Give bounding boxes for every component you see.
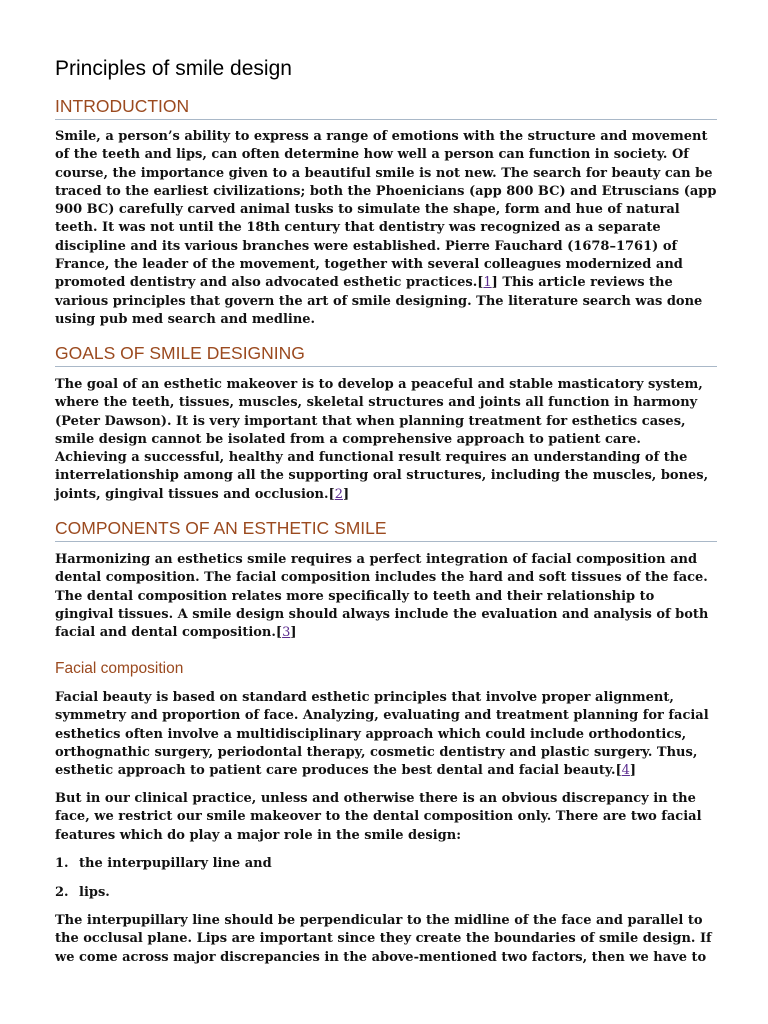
components-paragraph: Harmonizing an esthetics smile requires a perfect integration of facial composition and dental composition. The facial composition includes the hard and soft tissues of the face. The dental composition relates more specifically to teeth and their relationship to gingival tissues. A smile design should always include the evaluation and analysis of both facial and dental composition.[3] <box>55 552 709 641</box>
section-heading-goals: GOALS OF SMILE DESIGNING <box>55 343 717 367</box>
list-item-text: lips. <box>79 885 110 900</box>
facial-text: Facial beauty is based on standard esthetic principles that involve proper alignment, symmetry and proportion of face. Analyzing, evaluating and treatment planning for facial esthetics often involve a multidisciplinary approach which could include orthodontics, orthognathic surgery, periodontal therapy, cosmetic dentistry and plastic surgery. Thus, esthetic approach to patient care produces the best dental and facial beauty. <box>55 690 709 779</box>
subheading-facial-composition: Facial composition <box>55 660 184 677</box>
introduction-text: Smile, a person’s ability to express a range of emotions with the structure and movement of the teeth and lips, can often determine how well a person can function in society. Of course, the importance given to a beautiful smile is not new. The search for beauty can be traced to the earliest civilizations; both the Phoenicians (app 800 BC) and Etruscians (app 900 BC) carefully carved animal tusks to simulate the shape, form and hue of natural teeth. It was not until the 18th century that dentistry was recognized as a separate discipline and its various branches were established. Pierre Fauchard (1678–1761) of France, the leader of the movement, together with several colleagues modernized and promoted dentistry and also advocated esthetic practices. <box>55 129 717 291</box>
reference-link-4[interactable]: 4 <box>621 763 630 779</box>
list-item <box>55 884 110 902</box>
page-title: Principles of smile design <box>55 57 292 80</box>
introduction-paragraph: Smile, a person’s ability to express a range of emotions with the structure and movement of the teeth and lips, can often determine how well a person can function in society. Of course, the importance given to a beautiful smile is not new. The search for beauty can be traced to the earliest civilizations; both the Phoenicians (app 800 BC) and Etruscians (app 900 BC) carefully carved animal tusks to simulate the shape, form and hue of natural teeth. It was not until the 18th century that dentistry was recognized as a separate discipline and its various branches were established. Pierre Fauchard (1678–1761) of France, the leader of the movement, together with several colleagues modernized and promoted dentistry and also advocated esthetic practices.[1] This article reviews the various principles that govern the art of smile designing. The literature search was done using pub med search and medline. <box>55 129 717 327</box>
goals-text: The goal of an esthetic makeover is to develop a peaceful and stable masticatory system, where the teeth, tissues, muscles, skeletal structures and joints all function in harmony (Peter Dawson). It is very important that when planning treatment for esthetics cases, smile design cannot be isolated from a comprehensive approach to patient care. Achieving a successful, healthy and functional result requires an understanding of the interrelationship among all the supporting oral structures, including the muscles, bones, joints, gingival tissues and occlusion. <box>55 377 709 502</box>
components-text: Harmonizing an esthetics smile requires a perfect integration of facial composition and dental composition. The facial composition includes the hard and soft tissues of the face. The dental composition relates more specifically to teeth and their relationship to gingival tissues. A smile design should always include the evaluation and analysis of both facial and dental composition. <box>55 552 709 641</box>
interpupillary-paragraph: The interpupillary line should be perpendicular to the midline of the face and parallel to the occlusal plane. Lips are important since they create the boundaries of smile design. If we come across major discrepancies in the above-mentioned two factors, then we have to <box>55 913 712 965</box>
section-heading-components: COMPONENTS OF AN ESTHETIC SMILE <box>55 518 717 542</box>
reference-link-2[interactable]: 2 <box>334 486 343 502</box>
list-item <box>55 855 272 873</box>
facial-paragraph: Facial beauty is based on standard esthetic principles that involve proper alignment, symmetry and proportion of face. Analyzing, evaluating and treatment planning for facial esthetics often involve a multidisciplinary approach which could include orthodontics, orthognathic surgery, periodontal therapy, cosmetic dentistry and plastic surgery. Thus, esthetic approach to patient care produces the best dental and facial beauty.[4] <box>55 690 709 779</box>
list-item-text: the interpupillary line and <box>79 856 272 871</box>
introduction-text-continued: This article reviews the various principles that govern the art of smile designing. The literature search was done using pub med search and medline. <box>55 275 703 327</box>
reference-link-1[interactable]: 1 <box>483 275 492 291</box>
reference-link-3[interactable]: 3 <box>282 625 291 641</box>
list-item-number: 2. <box>55 885 69 900</box>
goals-paragraph: The goal of an esthetic makeover is to develop a peaceful and stable masticatory system, where the teeth, tissues, muscles, skeletal structures and joints all function in harmony (Peter Dawson). It is very important that when planning treatment for esthetics cases, smile design cannot be isolated from a comprehensive approach to patient care. Achieving a successful, healthy and functional result requires an understanding of the interrelationship among all the supporting oral structures, including the muscles, bones, joints, gingival tissues and occlusion.[2] <box>55 377 709 502</box>
clinical-practice-paragraph: But in our clinical practice, unless and otherwise there is an obvious discrepancy in the face, we restrict our smile makeover to the dental composition only. There are two facial features which do play a major role in the smile design: <box>55 791 702 843</box>
section-heading-introduction: INTRODUCTION <box>55 96 717 120</box>
list-item-number: 1. <box>55 856 69 871</box>
